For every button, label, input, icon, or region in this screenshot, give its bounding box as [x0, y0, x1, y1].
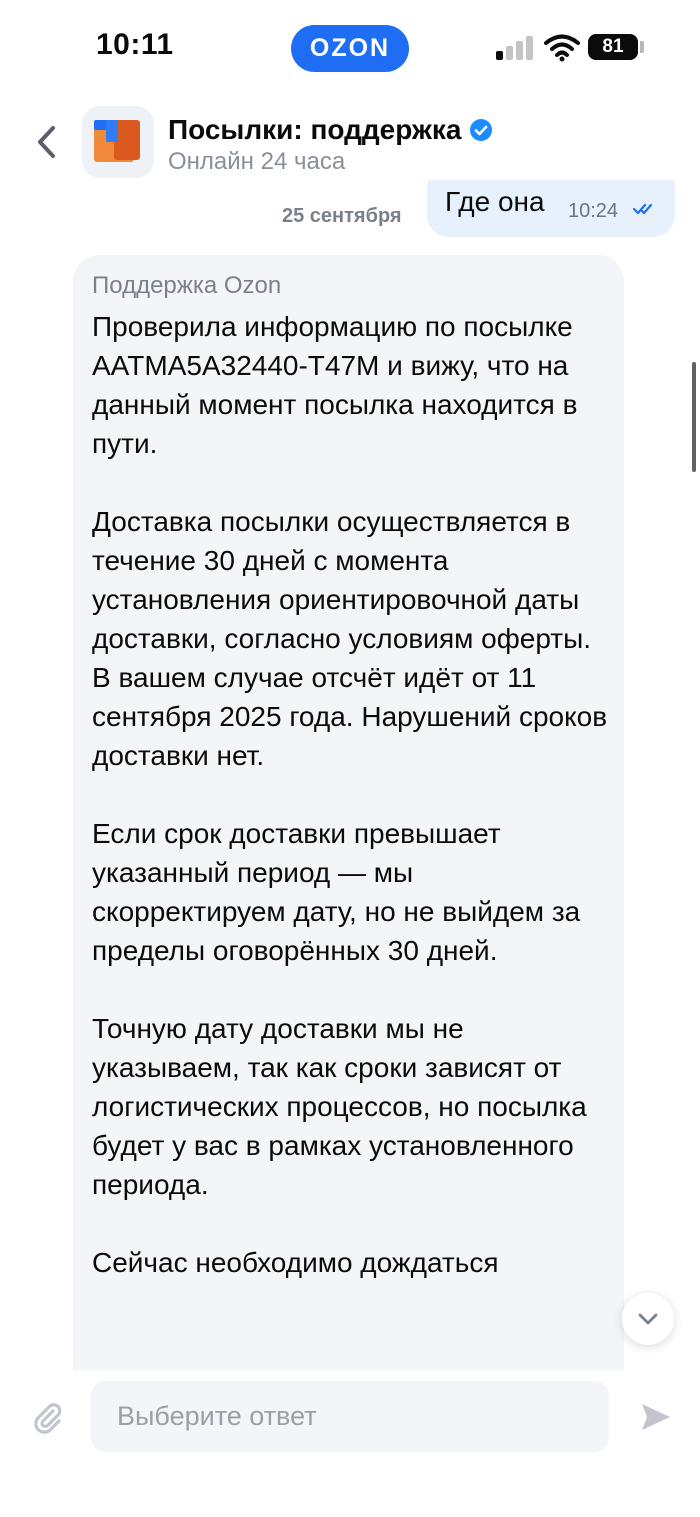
outgoing-message-time: 10:24	[568, 200, 619, 222]
incoming-message[interactable]	[73, 255, 624, 1395]
parcel-box-icon	[82, 106, 154, 178]
wifi-icon	[544, 34, 580, 62]
battery-tip	[640, 41, 644, 53]
composer	[0, 1370, 700, 1517]
send-button[interactable]	[638, 1399, 674, 1435]
avatar[interactable]	[82, 106, 154, 178]
reply-input[interactable]: Выберите ответ	[91, 1381, 609, 1452]
paperclip-icon	[31, 1401, 65, 1435]
message-paragraph: Доставка посылки осуществляется в течение 30 дней с момента установления ориентировочной даты доставки, согласно условиям оферты. В вашем случае отсчёт идёт от 11 сентября 2025 года. Нарушений сроков доставки нет.	[92, 506, 608, 771]
message-paragraph: Проверила информацию по посылке AATMA5A32440-T47M и вижу, что на данный момент посылка находится в пути.	[92, 311, 578, 459]
ozon-logo-pill[interactable]: OZON	[291, 25, 409, 72]
message-paragraph: Если срок доставки превышает указанный период — мы скорректируем дату, но не выйдем за пределы оговорённых 30 дней.	[92, 818, 581, 966]
chevron-left-icon	[35, 125, 57, 159]
status-bar	[0, 0, 700, 96]
chevron-down-icon	[637, 1312, 659, 1326]
chat-header	[0, 96, 700, 188]
outgoing-message[interactable]	[427, 180, 675, 237]
message-body	[92, 307, 612, 1321]
date-separator: 25 сентября	[282, 205, 402, 227]
battery-indicator: 81	[588, 34, 638, 60]
message-paragraph: Сейчас необходимо дождаться	[92, 1247, 499, 1278]
attach-button[interactable]	[30, 1400, 66, 1436]
status-time: 10:11	[96, 28, 174, 61]
chat-subtitle: Онлайн 24 часа	[168, 148, 346, 175]
chat-title	[168, 114, 493, 146]
outgoing-message-text: Где она	[445, 186, 545, 217]
chat-title-text: Посылки: поддержка	[168, 114, 462, 145]
sender-name: Поддержка Ozon	[92, 272, 282, 299]
back-button[interactable]	[28, 120, 64, 164]
cellular-signal-icon	[496, 36, 534, 60]
message-paragraph: Точную дату доставки мы не указываем, так как сроки зависят от логистических процессов, но посылка будет у вас в рамках установленного периода.	[92, 1013, 587, 1200]
scroll-down-button[interactable]	[622, 1293, 674, 1345]
scrollbar[interactable]	[692, 362, 696, 472]
send-icon	[640, 1402, 672, 1432]
verified-badge-icon	[469, 118, 493, 142]
double-check-icon	[633, 202, 659, 216]
